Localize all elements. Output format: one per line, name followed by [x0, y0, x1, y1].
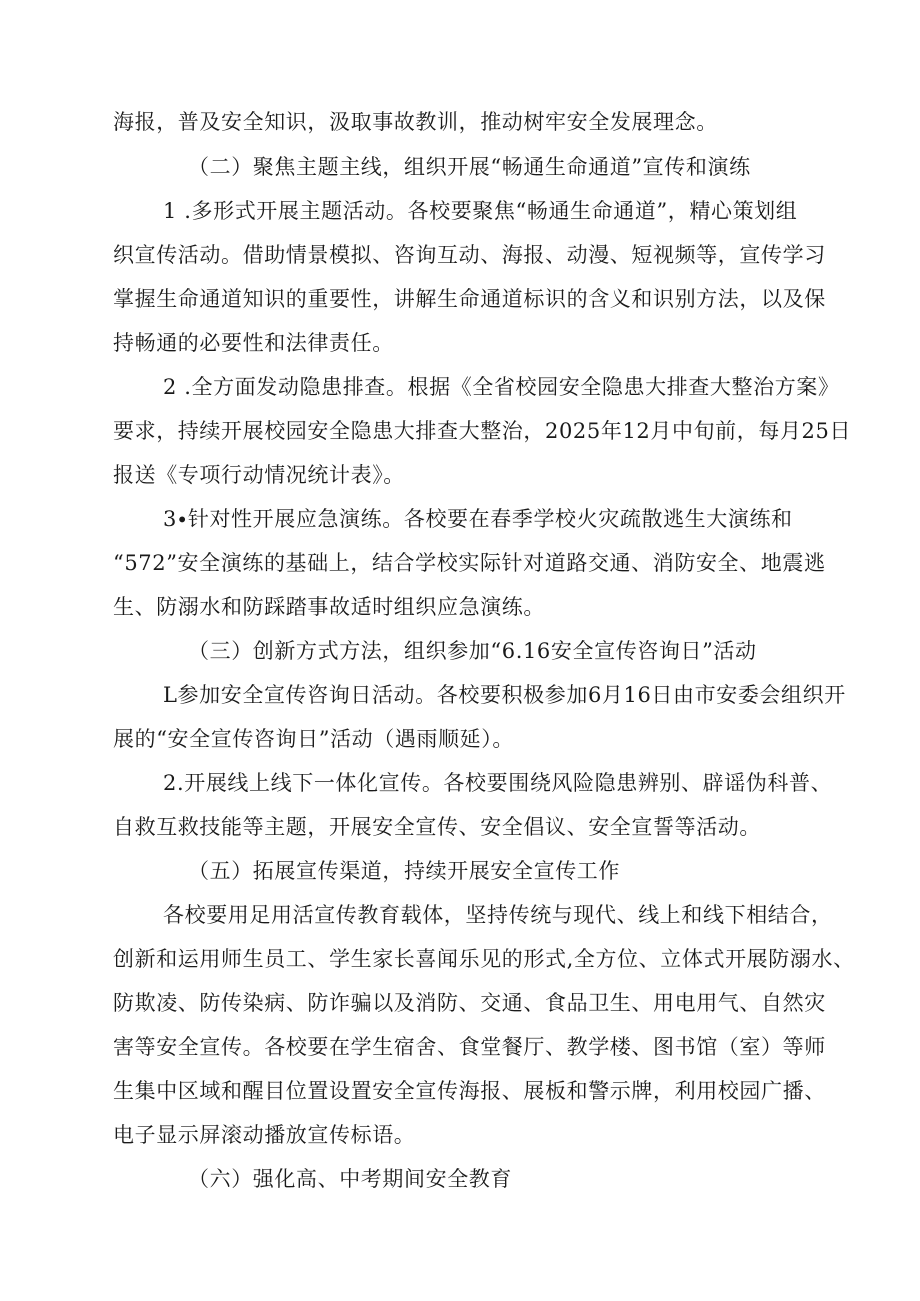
paragraph-line: 自救互救技能等主题，开展安全宣传、安全倡议、安全宣誓等活动。	[113, 815, 761, 839]
paragraph-line: 创新和运用师生员工、学生家长喜闻乐见的形式,全方位、立体式开展防溺水、	[113, 947, 855, 971]
paragraph-line: 电子显示屏滚动播放宣传标语。	[113, 1123, 416, 1147]
paragraph-line: 掌握生命通道知识的重要性，讲解生命通道标识的含义和识别方法，以及保	[113, 287, 826, 311]
paragraph-line: 要求，持续开展校园安全隐患大排查大整治，2025年12月中旬前，每月25日	[113, 419, 852, 443]
paragraph-line: 持畅通的必要性和法律责任。	[113, 331, 394, 355]
paragraph-line: 生、防溺水和防踩踏事故适时组织应急演练。	[113, 595, 545, 619]
paragraph-line: 生集中区域和醒目位置设置安全宣传海报、展板和警示牌，利用校园广播、	[113, 1079, 826, 1103]
section-heading-6: （六）强化高、中考期间安全教育	[188, 1167, 512, 1191]
paragraph-line: “572”安全演练的基础上，结合学校实际针对道路交通、消防安全、地震逃	[113, 551, 826, 575]
section-heading-3: （三）创新方式方法，组织参加“6.16安全宣传咨询日”活动	[188, 639, 757, 663]
paragraph-line: 报送《专项行动情况统计表》。	[113, 463, 405, 487]
paragraph-line: 织宣传活动。借助情景模拟、咨询互动、海报、动漫、短视频等，宣传学习	[113, 243, 826, 267]
item-heading-2-1: 1 .多形式开展主题活动。各校要聚焦“畅通生命通道”，精心策划组	[163, 199, 798, 223]
paragraph-line: 防欺凌、防传染病、防诈骗以及消防、交通、食品卫生、用电用气、自然灾	[113, 991, 826, 1015]
item-heading-3-2: 2.开展线上线下一体化宣传。各校要围绕风险隐患辨别、辟谣伪科普、	[163, 771, 833, 795]
item-heading-2-2: 2 .全方面发动隐患排查。根据《全省校园安全隐患大排查大整治方案》	[163, 375, 840, 399]
paragraph-line: 展的“安全宣传咨询日”活动（遇雨顺延）。	[113, 727, 514, 751]
paragraph-first-line: 各校要用足用活宣传教育载体，坚持传统与现代、线上和线下相结合，	[163, 903, 833, 927]
text-line-continuation: 海报，普及安全知识，汲取事故教训，推动树牢安全发展理念。	[113, 110, 718, 134]
section-heading-5: （五）拓展宣传渠道，持续开展安全宣传工作	[188, 859, 620, 883]
section-heading-2: （二）聚焦主题主线，组织开展“畅通生命通道”宣传和演练	[188, 155, 751, 179]
item-heading-2-3: 3∙针对性开展应急演练。各校要在春季学校火灾疏散逃生大演练和	[163, 507, 793, 531]
item-heading-3-1: L参加安全宣传咨询日活动。各校要积极参加6月16日由市安委会组织开	[163, 683, 846, 707]
paragraph-line: 害等安全宣传。各校要在学生宿舍、食堂餐厅、教学楼、图书馆（室）等师	[113, 1035, 826, 1059]
